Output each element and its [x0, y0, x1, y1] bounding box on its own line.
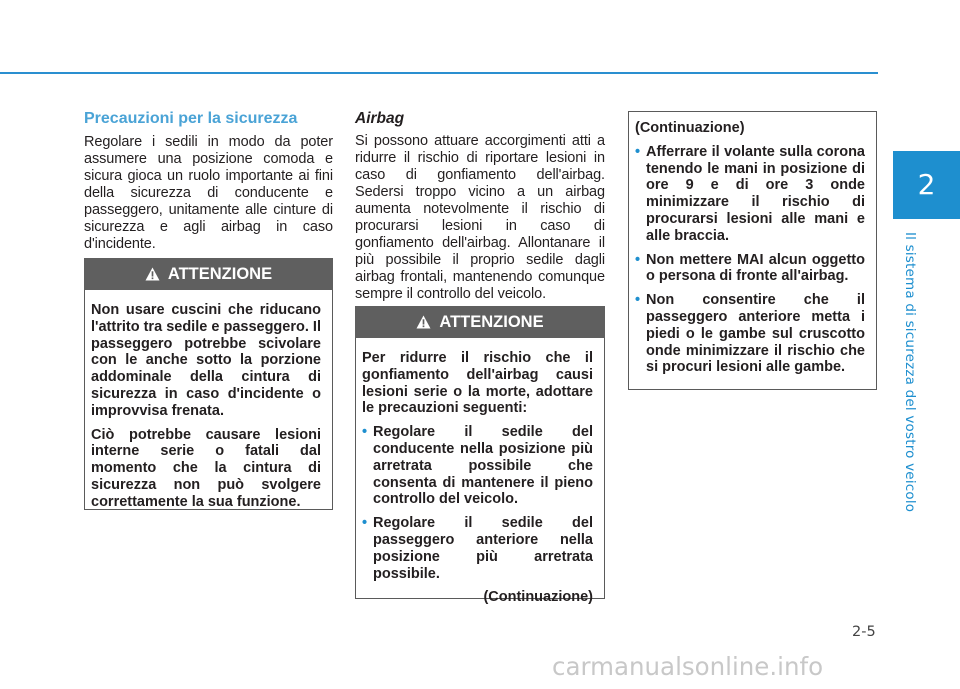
warning-title: ATTENZIONE [167, 264, 273, 283]
chapter-title-vertical: Il sistema di sicurezza del vostro veicolo [902, 232, 918, 513]
warning-box-continued [628, 111, 877, 390]
warning-box-airbag [355, 306, 605, 606]
list-item-text: Regolare il sedile del passeggero anteriore nella posizione più arretrata possibile. [373, 515, 593, 582]
page-number: 2-5 [852, 624, 876, 640]
warning-title: ATTENZIONE [439, 312, 544, 331]
bullet-icon: • [635, 292, 641, 309]
warning-box-cushions [84, 258, 333, 510]
warning-paragraph: Non usare cuscini che riducano l'attrito tra sedile e passeggero. Il passeggero potrebbe scivolare con le anche sotto la porzione addominale della cintura di sicurezza in caso d'incidente o improvvisa frenata. [91, 302, 321, 419]
list-item [635, 252, 865, 286]
warning-intro: Per ridurre il rischio che il gonfiamento dell'airbag causi lesioni serie o la morte, adottare le precauzioni seguenti: [362, 350, 593, 417]
continued-label: (Continuazione) [635, 120, 745, 136]
airbag-intro-paragraph: Si possono attuare accorgimenti atti a ridurre il rischio di riportare lesioni in caso di gonfiamento dell'airbag. Sedersi troppo vicino a un airbag aumenta notevolmente il rischio di procurarsi lesioni in caso di gonfiamento dell'airbag. Allontanare il più possibile il proprio sedile dagli airbag frontali, mantenendo comunque sempre il controllo del veicolo. [355, 133, 605, 302]
warning-paragraph: Ciò potrebbe causare lesioni interne serie o fatali dal momento che la cintura di sicurezza non può svolgere correttamente la sua funzione. [91, 426, 321, 510]
list-item [635, 292, 865, 376]
bullet-icon: • [362, 424, 368, 441]
continued-label: (Continuazione) [483, 589, 593, 606]
list-item-text: Non consentire che il passeggero anteriore metta i piedi o le gambe sul cruscotto onde minimizzare il rischio che si procuri lesioni alle gambe. [646, 292, 865, 376]
bullet-icon: • [635, 143, 641, 160]
safety-intro-paragraph: Regolare i sedili in modo da poter assumere una posizione comoda e sicura gioca un ruolo importante ai fini della sicurezza di conducente e passeggero, unitamente alle cinture di sicurezza e agli airbag in caso d'incidente. [84, 134, 333, 252]
warning-triangle-icon [416, 315, 431, 329]
header-rule [0, 72, 878, 74]
warning-header [84, 258, 333, 290]
list-item [362, 515, 593, 582]
list-item-text: Non mettere MAI alcun oggetto o persona di fronte all'airbag. [646, 251, 865, 285]
warning-triangle-icon [145, 267, 160, 281]
bullet-icon: • [362, 515, 368, 532]
section-heading-airbag: Airbag [355, 110, 405, 127]
list-item [362, 424, 593, 508]
warning-header [355, 306, 605, 338]
list-item-text: Regolare il sedile del conducente nella posizione più arretrata possibile che consenta di mantenere il pieno controllo del veicolo. [373, 424, 593, 508]
list-item [635, 144, 865, 245]
list-item-text: Afferrare il volante sulla corona tenendo le mani in posizione di ore 9 e di ore 3 onde minimizzare il rischio di procurarsi lesioni alle mani e alle braccia. [646, 143, 865, 244]
bullet-icon: • [635, 251, 641, 268]
section-heading-safety: Precauzioni per la sicurezza [84, 110, 298, 127]
watermark: carmanualsonline.info [552, 652, 824, 681]
chapter-number-tab: 2 [893, 151, 960, 219]
